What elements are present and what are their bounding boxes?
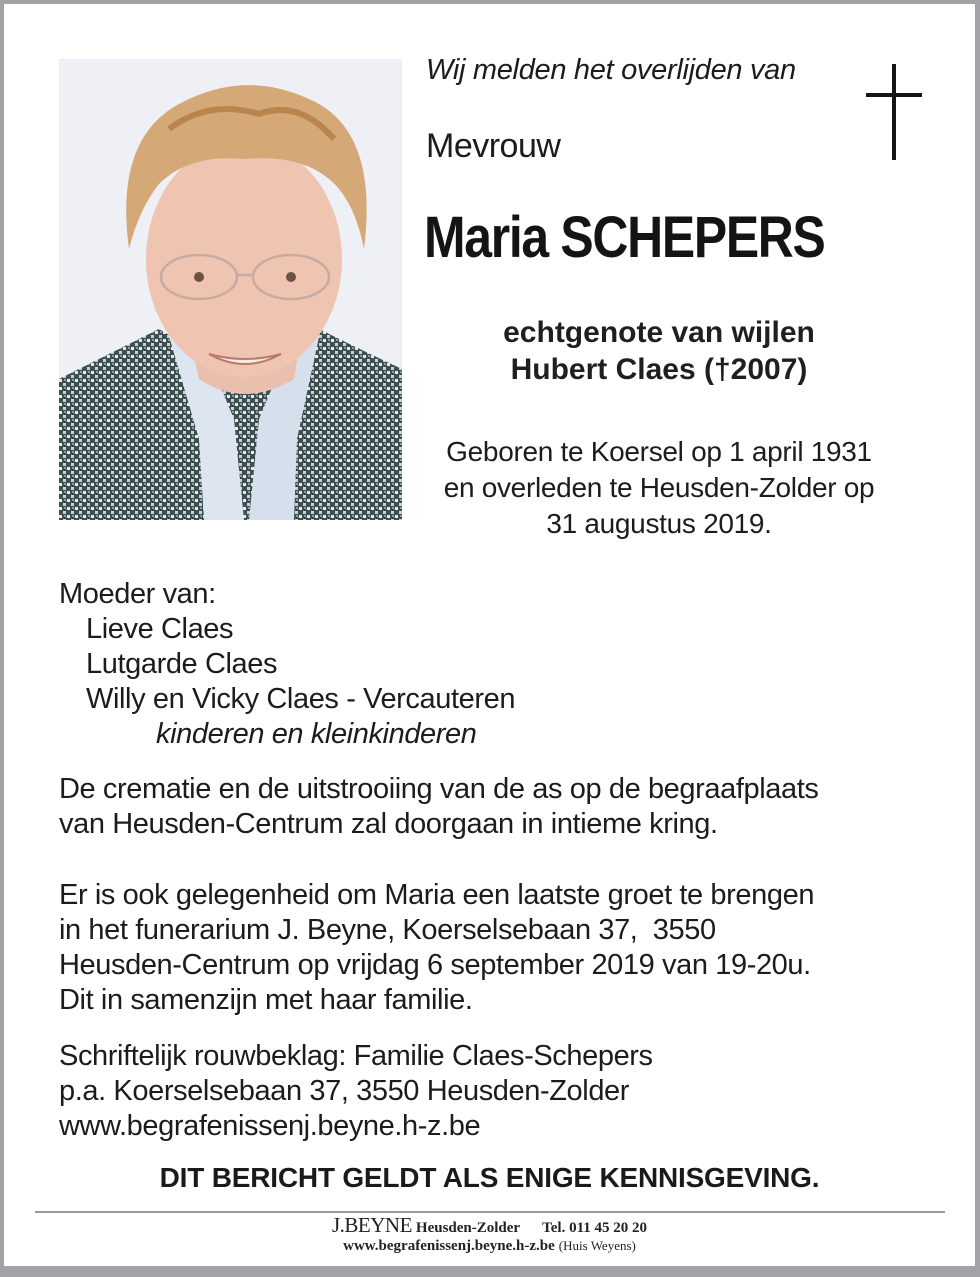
announcement-intro: Wij melden het overlijden van (426, 54, 796, 86)
condolence-line-1: Schriftelijk rouwbeklag: Familie Claes-Schepers (59, 1040, 653, 1072)
child-name: Willy en Vicky Claes - Vercauteren (86, 683, 516, 715)
dates-line-2: en overleden te Heusden-Zolder op (443, 472, 875, 503)
ceremony-info (59, 772, 819, 842)
family-heading: Moeder van: (59, 578, 216, 610)
funeral-home-website-link[interactable]: www.begrafenissenj.beyne.h-z.be (343, 1238, 555, 1254)
spouse-info (409, 314, 909, 388)
funeral-home-location: Heusden-Zolder (415, 1220, 521, 1236)
spouse-line-2: Hubert Claes (†2007) (510, 353, 808, 386)
family-section (59, 577, 515, 752)
funeral-home-note: (Huis Weyens) (558, 1238, 636, 1253)
child-name: Lutgarde Claes (86, 648, 278, 680)
obituary-card (4, 4, 975, 1266)
visit-line-3: Heusden-Centrum op vrijdag 6 september 2019 van 19-20u. (59, 949, 811, 981)
portrait-photo (59, 59, 402, 520)
honorific: Mevrouw (426, 127, 561, 165)
dates-line-1: Geboren te Koersel op 1 april 1931 (446, 436, 872, 467)
notice-statement: DIT BERICHT GELDT ALS ENIGE KENNISGEVING. (159, 1162, 820, 1193)
ceremony-line-2: van Heusden-Centrum zal doorgaan in intieme kring. (59, 808, 718, 840)
funeral-home-brand: J.BEYNE (332, 1213, 412, 1237)
condolence-website-link[interactable]: www.begrafenissenj.beyne.h-z.be (59, 1110, 481, 1142)
footer-line-2 (4, 1237, 975, 1255)
deceased-name: Maria SCHEPERS (424, 205, 825, 270)
grandchildren-line: kinderen en kleinkinderen (156, 718, 477, 750)
condolence-line-2: p.a. Koerselsebaan 37, 3550 Heusden-Zolder (59, 1075, 630, 1107)
cross-icon (866, 64, 922, 160)
visit-line-4: Dit in samenzijn met haar familie. (59, 984, 473, 1016)
spouse-line-1: echtgenote van wijlen (503, 316, 815, 349)
visit-line-1: Er is ook gelegenheid om Maria een laatste groet te brengen (59, 879, 815, 911)
condolence-info (59, 1039, 653, 1144)
visitation-info (59, 878, 814, 1018)
visit-line-2: in het funerarium J. Beyne, Koerselsebaan 37, 3550 (59, 914, 716, 946)
birth-death-dates (409, 434, 909, 542)
portrait-illustration (59, 59, 402, 520)
funeral-home-footer (4, 1213, 975, 1255)
dates-line-3: 31 augustus 2019. (546, 508, 772, 539)
child-name: Lieve Claes (86, 613, 234, 645)
footer-divider (35, 1211, 945, 1213)
ceremony-line-1: De crematie en de uitstrooiing van de as op de begraafplaats (59, 773, 819, 805)
footer-line-1 (4, 1213, 975, 1237)
funeral-home-phone: Tel. 011 45 20 20 (542, 1220, 647, 1236)
